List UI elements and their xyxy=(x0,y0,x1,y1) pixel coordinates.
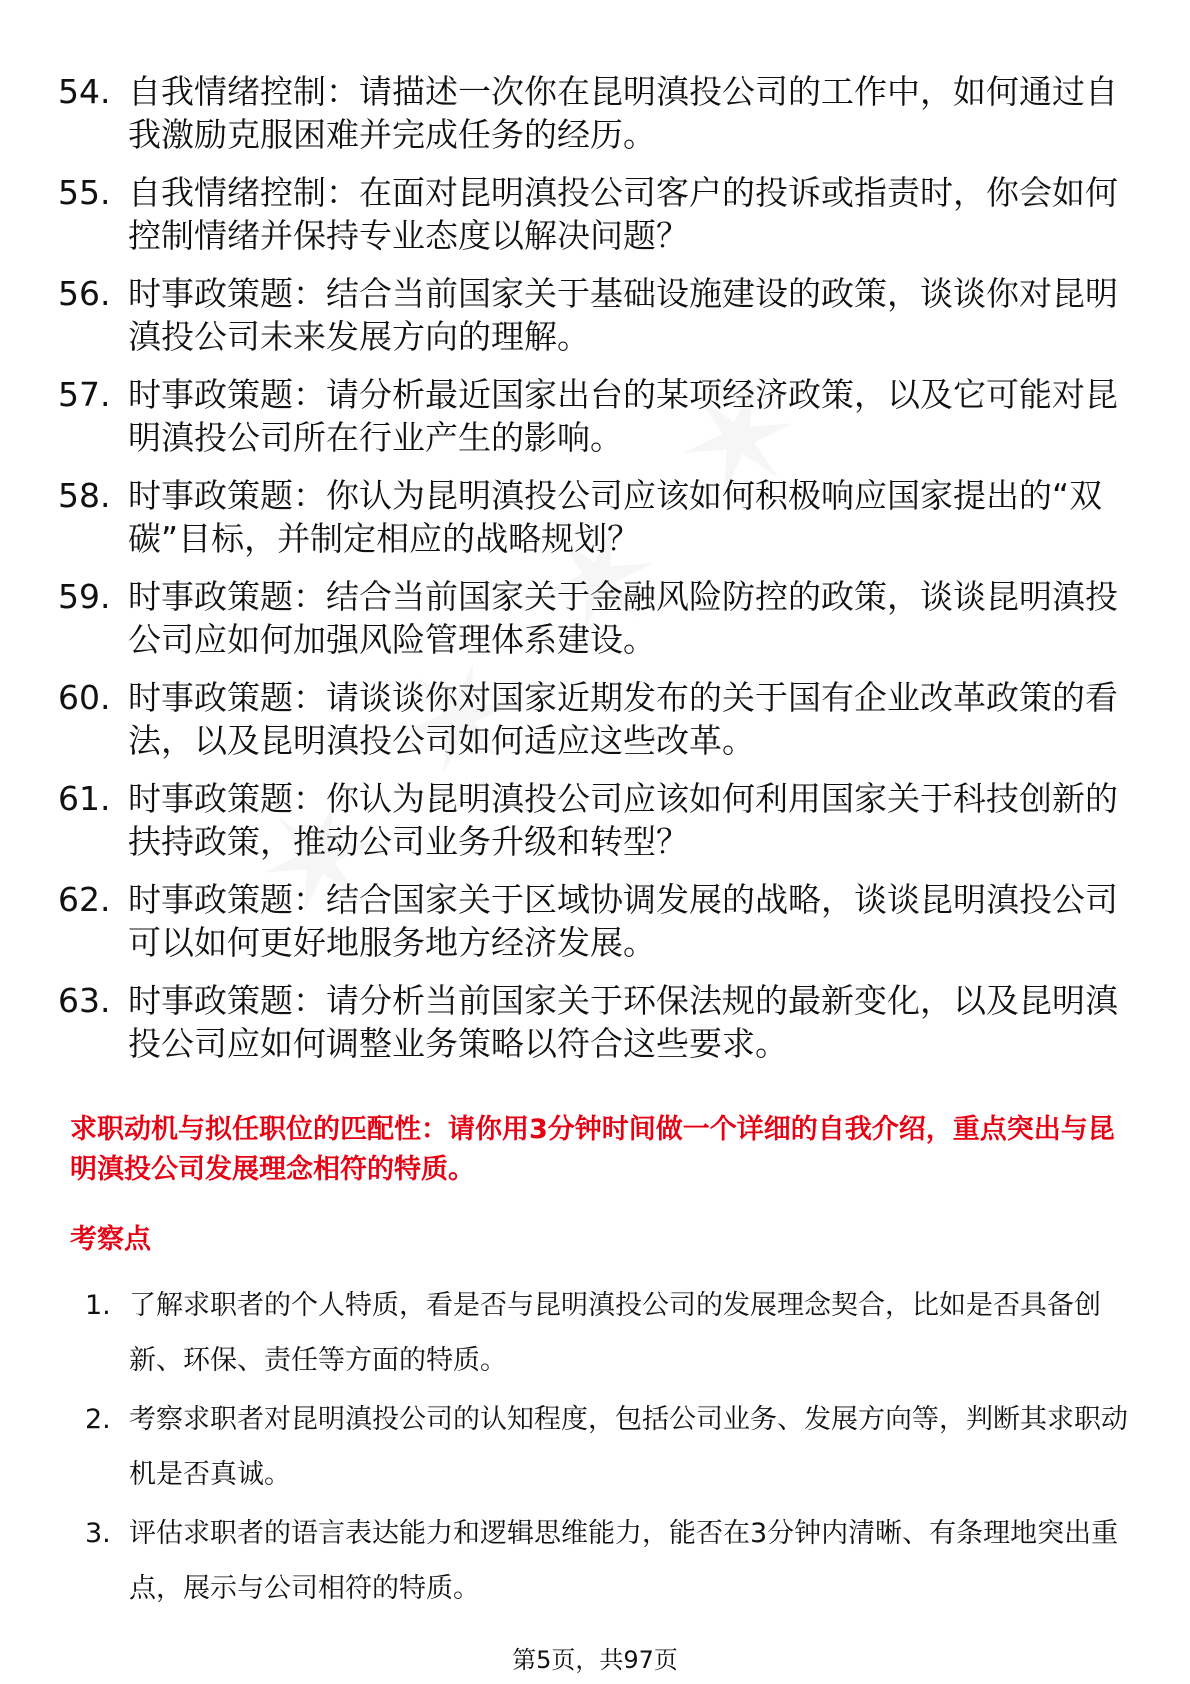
point-text: 评估求职者的语言表达能力和逻辑思维能力，能否在3分钟内清晰、有条理地突出重点，展示与公司相符的特质。 xyxy=(129,1518,1119,1604)
point-number: 2. xyxy=(85,1404,111,1435)
question-number: 58. xyxy=(58,476,111,515)
question-text: 时事政策题：结合当前国家关于金融风险防控的政策，谈谈昆明滇投公司应如何加强风险管理体系建设。 xyxy=(128,577,1118,659)
point-text: 了解求职者的个人特质，看是否与昆明滇投公司的发展理念契合，比如是否具备创新、环保、责任等方面的特质。 xyxy=(129,1290,1101,1376)
question-number: 56. xyxy=(58,274,111,313)
section-label: 考察点 xyxy=(70,1224,151,1255)
point-number: 3. xyxy=(85,1518,111,1549)
question-text: 时事政策题：请分析最近国家出台的某项经济政策，以及它可能对昆明滇投公司所在行业产生的影响。 xyxy=(128,375,1118,457)
question-number: 62. xyxy=(58,880,111,919)
list-item xyxy=(58,373,1138,459)
question-text: 时事政策题：你认为昆明滇投公司应该如何利用国家关于科技创新的扶持政策，推动公司业务升级和转型？ xyxy=(128,779,1118,861)
list-item xyxy=(58,171,1138,257)
list-item xyxy=(58,575,1138,661)
question-number: 60. xyxy=(58,678,111,717)
list-item xyxy=(58,878,1138,964)
question-number: 54. xyxy=(58,72,111,111)
question-number: 57. xyxy=(58,375,111,414)
question-text: 时事政策题：你认为昆明滇投公司应该如何积极响应国家提出的“双碳”目标，并制定相应的战略规划？ xyxy=(128,476,1103,558)
question-text: 时事政策题：结合当前国家关于基础设施建设的政策，谈谈你对昆明滇投公司未来发展方向的理解。 xyxy=(128,274,1118,356)
question-text: 时事政策题：请分析当前国家关于环保法规的最新变化，以及昆明滇投公司应如何调整业务策略以符合这些要求。 xyxy=(128,981,1118,1063)
list-item xyxy=(58,777,1138,863)
question-number: 59. xyxy=(58,577,111,616)
page-number-footer: 第5页，共97页 xyxy=(512,1646,678,1674)
point-number: 1. xyxy=(85,1290,111,1321)
list-item xyxy=(58,70,1138,156)
list-item xyxy=(58,272,1138,358)
list-item xyxy=(58,979,1138,1065)
assessment-points-list xyxy=(85,1278,1135,1620)
list-item xyxy=(58,474,1138,560)
question-text: 时事政策题：请谈谈你对国家近期发布的关于国有企业改革政策的看法，以及昆明滇投公司如何适应这些改革。 xyxy=(128,678,1118,760)
question-number: 63. xyxy=(58,981,111,1020)
list-item xyxy=(85,1506,1135,1616)
question-number: 61. xyxy=(58,779,111,818)
question-text: 时事政策题：结合国家关于区域协调发展的战略，谈谈昆明滇投公司可以如何更好地服务地方经济发展。 xyxy=(128,880,1118,962)
point-text: 考察求职者对昆明滇投公司的认知程度，包括公司业务、发展方向等，判断其求职动机是否真诚。 xyxy=(129,1404,1128,1490)
question-text: 自我情绪控制：请描述一次你在昆明滇投公司的工作中，如何通过自我激励克服困难并完成任务的经历。 xyxy=(128,72,1118,154)
list-item xyxy=(85,1278,1135,1388)
question-number: 55. xyxy=(58,173,111,212)
question-text: 自我情绪控制：在面对昆明滇投公司客户的投诉或指责时，你会如何控制情绪并保持专业态度以解决问题？ xyxy=(128,173,1118,255)
question-list xyxy=(58,70,1138,1080)
list-item xyxy=(85,1392,1135,1502)
list-item xyxy=(58,676,1138,762)
featured-question-heading: 求职动机与拟任职位的匹配性：请你用3分钟时间做一个详细的自我介绍，重点突出与昆明滇投公司发展理念相符的特质。 xyxy=(70,1114,1115,1185)
